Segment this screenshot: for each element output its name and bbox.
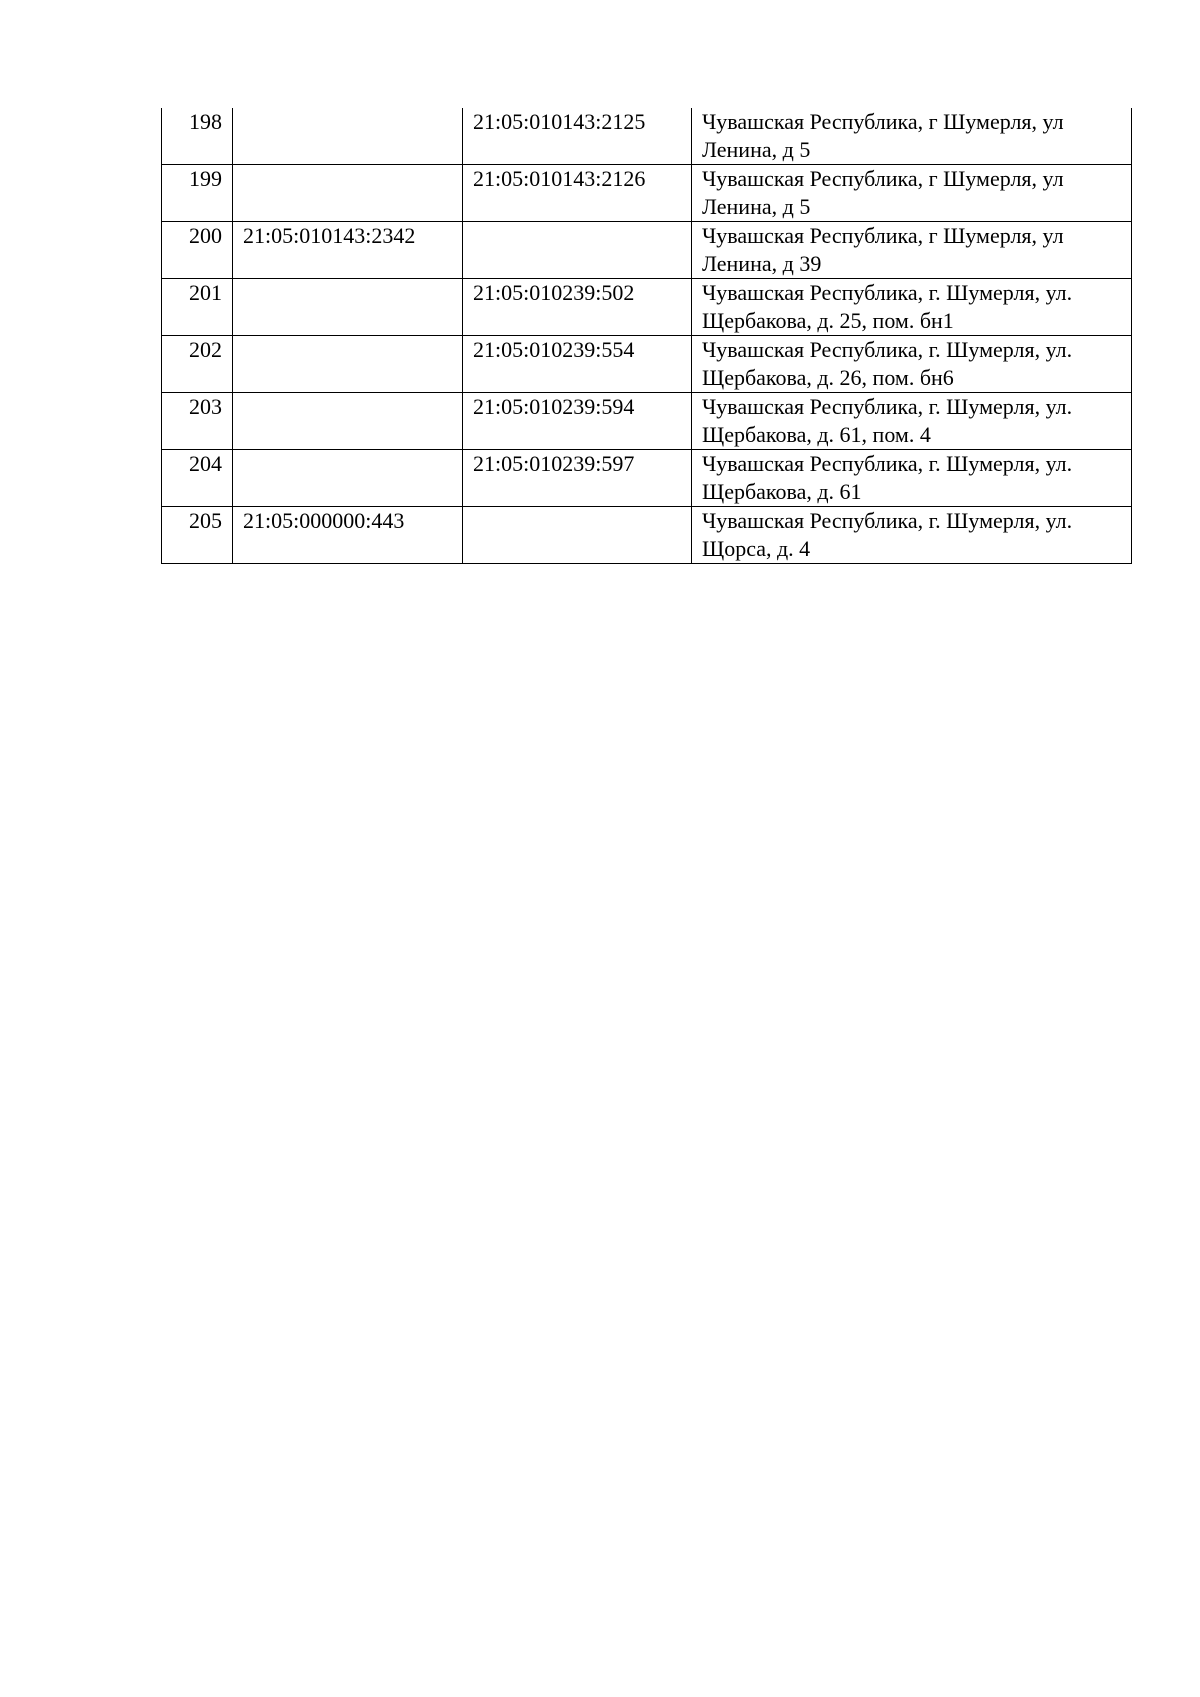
object-cadastral-number-cell bbox=[463, 507, 692, 564]
address-cell: Чувашская Республика, г. Шумерля, ул. Щербакова, д. 26, пом. бн6 bbox=[692, 336, 1132, 393]
table-row bbox=[162, 279, 1132, 336]
row-number-cell: 201 bbox=[162, 279, 233, 336]
row-number-cell: 204 bbox=[162, 450, 233, 507]
land-cadastral-number-cell bbox=[233, 450, 463, 507]
row-number-cell: 198 bbox=[162, 108, 233, 165]
row-number-cell: 203 bbox=[162, 393, 233, 450]
land-cadastral-number-cell bbox=[233, 165, 463, 222]
land-cadastral-number-cell: 21:05:000000:443 bbox=[233, 507, 463, 564]
address-cell: Чувашская Республика, г. Шумерля, ул. Щербакова, д. 25, пом. бн1 bbox=[692, 279, 1132, 336]
land-cadastral-number-cell bbox=[233, 108, 463, 165]
table-row bbox=[162, 393, 1132, 450]
table-row bbox=[162, 336, 1132, 393]
address-cell: Чувашская Республика, г. Шумерля, ул. Щорса, д. 4 bbox=[692, 507, 1132, 564]
object-cadastral-number-cell: 21:05:010239:597 bbox=[463, 450, 692, 507]
land-cadastral-number-cell bbox=[233, 279, 463, 336]
address-cell: Чувашская Республика, г Шумерля, ул Ленина, д 5 bbox=[692, 108, 1132, 165]
table-row bbox=[162, 222, 1132, 279]
row-number-cell: 200 bbox=[162, 222, 233, 279]
table-row bbox=[162, 507, 1132, 564]
object-cadastral-number-cell: 21:05:010239:502 bbox=[463, 279, 692, 336]
land-cadastral-number-cell: 21:05:010143:2342 bbox=[233, 222, 463, 279]
table-row bbox=[162, 108, 1132, 165]
land-cadastral-number-cell bbox=[233, 393, 463, 450]
row-number-cell: 199 bbox=[162, 165, 233, 222]
address-cell: Чувашская Республика, г. Шумерля, ул. Щербакова, д. 61 bbox=[692, 450, 1132, 507]
address-cell: Чувашская Республика, г Шумерля, ул Ленина, д 5 bbox=[692, 165, 1132, 222]
object-cadastral-number-cell: 21:05:010239:554 bbox=[463, 336, 692, 393]
property-table bbox=[161, 108, 1132, 564]
table-body bbox=[162, 108, 1132, 564]
object-cadastral-number-cell: 21:05:010143:2126 bbox=[463, 165, 692, 222]
table-row bbox=[162, 165, 1132, 222]
object-cadastral-number-cell bbox=[463, 222, 692, 279]
object-cadastral-number-cell: 21:05:010239:594 bbox=[463, 393, 692, 450]
address-cell: Чувашская Республика, г Шумерля, ул Ленина, д 39 bbox=[692, 222, 1132, 279]
row-number-cell: 205 bbox=[162, 507, 233, 564]
table-row bbox=[162, 450, 1132, 507]
object-cadastral-number-cell: 21:05:010143:2125 bbox=[463, 108, 692, 165]
land-cadastral-number-cell bbox=[233, 336, 463, 393]
row-number-cell: 202 bbox=[162, 336, 233, 393]
address-cell: Чувашская Республика, г. Шумерля, ул. Щербакова, д. 61, пом. 4 bbox=[692, 393, 1132, 450]
